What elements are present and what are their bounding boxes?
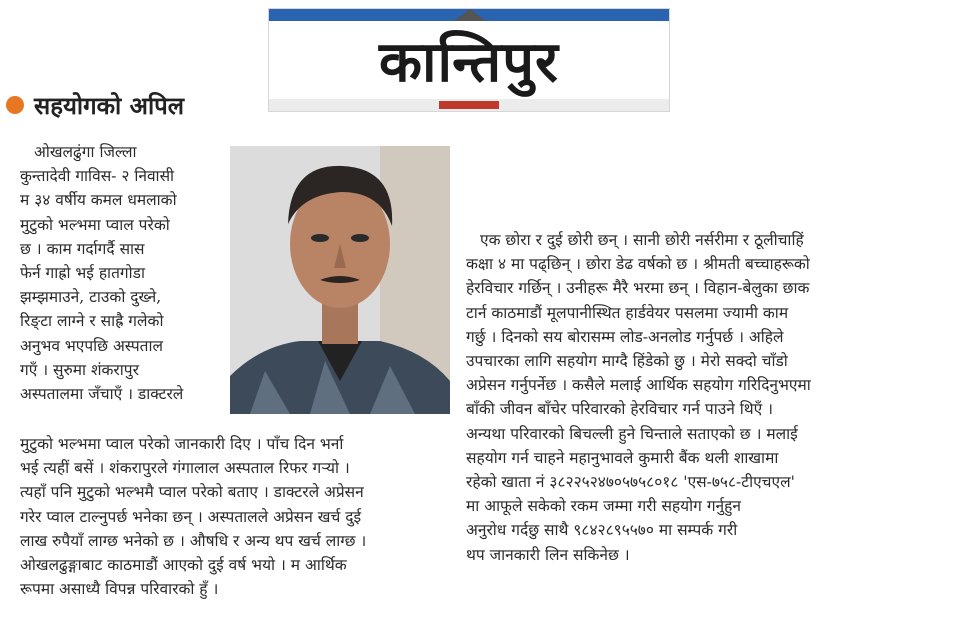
text-line: अनुभव भएपछि अस्पताल: [20, 336, 163, 355]
newspaper-logo: कान्तिपुर: [379, 30, 559, 95]
text-line: रिङ्टा लाग्ने र साह्रै गलेको: [20, 312, 164, 331]
text-line: मा आफूले सकेको रकम जम्मा गरी सहयोग गर्नुहुन: [466, 497, 741, 516]
text-line: सहयोग गर्न चाहने महानुभावले कुमारी बैंक थली शाखामा: [466, 448, 779, 467]
text-line: ओखलढुंगा जिल्ला: [34, 143, 137, 161]
text-line: ओखलढुङ्गाबाट काठमाडौं आएको दुई वर्ष भयो । म आर्थिक: [20, 556, 347, 575]
text-line: लाख रुपैयाँ लाग्छ भनेको छ । औषधि र अन्य थप खर्च लाग्छ ।: [20, 531, 367, 550]
text-line: मुटुको भल्भमा प्वाल परेको जानकारी दिए । पाँच दिन भर्ना: [20, 435, 344, 453]
text-line: गरेर प्वाल टाल्नुपर्छ भनेका छन् । अस्पतालले अप्रेसन खर्च दुई: [20, 507, 362, 526]
text-line: अन्यथा परिवारको बिचल्ली हुने चिन्ताले सताएको छ । मलाई: [466, 424, 798, 443]
text-line: अस्पतालमा जँचाएँ । डाक्टरले: [20, 385, 184, 404]
text-line: रहेको खाता नं ३८२२५२४७०५७५८०१८ 'एस-७५८-टीएचएल': [466, 473, 795, 492]
text-line: झम्झमाउने, टाउको दुख्ने,: [20, 288, 162, 307]
text-line: उपचारका लागि सहयोग माग्दै हिंडेको छु । मेरो सक्दो चाँडो: [466, 352, 788, 371]
text-line: अनुरोध गर्दछु साथै ९८४२८९५५७० मा सम्पर्क गरी: [466, 521, 738, 540]
text-line: मुटुको भल्भमा प्वाल परेको: [20, 215, 170, 234]
right-column-text: [466, 228, 956, 567]
left-column-text: [20, 140, 228, 406]
text-line: टार्न काठमाडौं मूलपानीस्थित हार्डवेयर पसलमा ज्यामी काम: [466, 303, 789, 322]
text-line: भई त्यहीं बसें । शंकरापुरले गंगालाल अस्पताल रिफर गर्‍यो ।: [20, 459, 350, 478]
bullet-dot-icon: [6, 96, 24, 114]
text-line: अप्रेसन गर्नुपर्नेछ । कसैले मलाई आर्थिक सहयोग गरिदिनुभएमा: [466, 376, 811, 395]
text-line: थप जानकारी लिन सकिनेछ ।: [466, 545, 630, 564]
text-line: रूपमा असाध्यै विपन्न परिवारको हुँ ।: [20, 580, 219, 599]
text-line: हेरविचार गर्छिन् । उनीहरू मैरै भरमा छन् । विहान-बेलुका छाक: [466, 279, 810, 298]
full-width-text: [20, 432, 460, 601]
text-line: एक छोरा र दुई छोरी छन् । सानी छोरी नर्सरीमा र ठूलीचाहिं: [480, 231, 804, 249]
text-line: फेर्न गाह्रो भई हातगोडा: [20, 264, 145, 283]
portrait-photo: [230, 146, 450, 414]
person-portrait-image: [230, 146, 450, 414]
headline-title: सहयोगको अपिल: [34, 91, 185, 120]
article-headline: [6, 88, 184, 122]
text-line: गर्छु । दिनको सय बोरासम्म लोड-अनलोड गर्नुपर्छ । अहिले: [466, 327, 784, 346]
text-line: बाँकी जीवन बाँचेर परिवारको हेरविचार गर्न पाउने थिएँ ।: [466, 400, 774, 419]
text-line: म ३४ वर्षीय कमल धमलाको: [20, 191, 177, 210]
text-line: त्यहाँ पनि मुटुको भल्भमै प्वाल परेको बताए । डाक्टरले अप्रेसन: [20, 483, 364, 502]
text-line: कक्षा ४ मा पढ्छिन् । छोरा डेढ वर्षको छ । श्रीमती बच्चाहरूको: [466, 255, 810, 274]
text-line: गएँ । सुरुमा शंकरापुर: [20, 360, 139, 379]
pagoda-roof-icon: [454, 9, 486, 21]
text-line: छ । काम गर्दागर्दै सास: [20, 239, 145, 258]
text-line: कुन्तादेवी गाविस- २ निवासी: [20, 167, 175, 186]
newspaper-masthead: [268, 8, 670, 112]
masthead-red-mark: [439, 101, 499, 109]
